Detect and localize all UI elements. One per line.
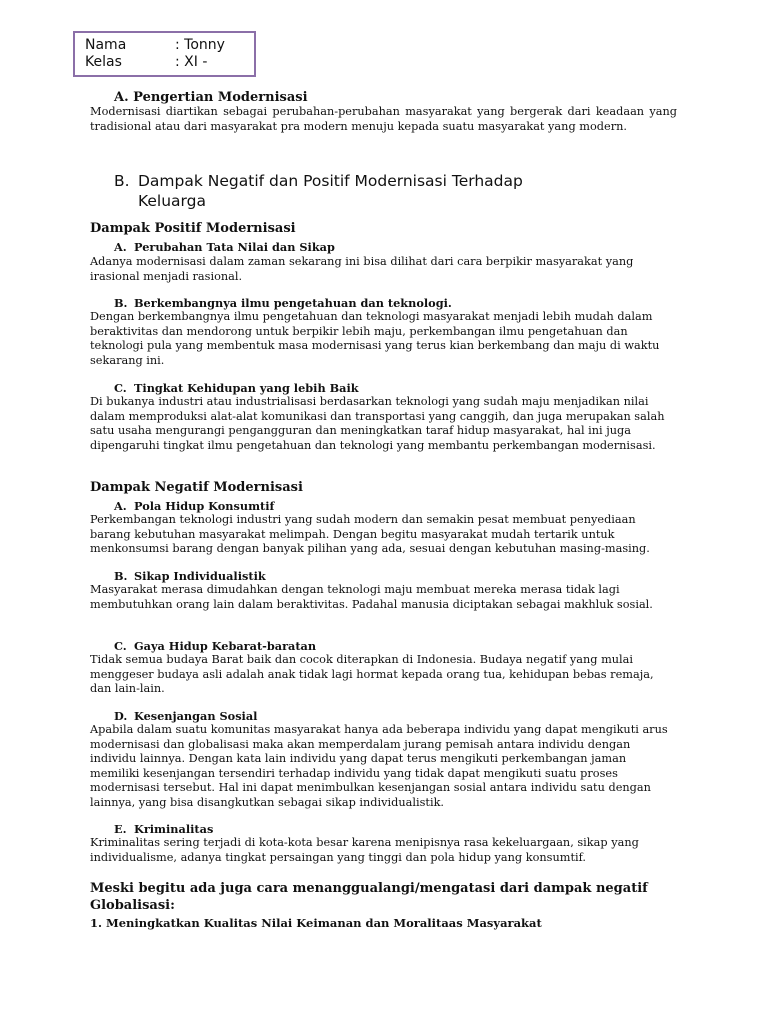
negative-heading: Dampak Negatif Modernisasi [90,480,303,495]
class-row [85,54,254,71]
class-key: Kelas [85,54,122,70]
class-value: : XI - [175,54,208,70]
section-b-label: B. [114,172,130,190]
section-a-heading: A. Pengertian Modernisasi [114,90,308,105]
negative-item-title: D. Kesenjangan Sosial [114,709,258,723]
positive-item-body: Adanya modernisasi dalam zaman sekarang ini bisa dilihat dari cara berpikir masyarakat yang irasional menjadi rasional. [90,255,634,283]
negative-item-title: A. Pola Hidup Konsumtif [114,499,275,513]
negative-item-body: Kriminalitas sering terjadi di kota-kota besar karena menipisnya rasa kekeluargaan, sikap yang individualisme, adanya tingkat persaingan yang tinggi dan pola hidup yang konsumtif. [90,836,639,864]
negative-item-body: Apabila dalam suatu komunitas masyarakat hanya ada beberapa individu yang dapat mengikuti arus modernisasi dan globalisasi maka akan memperdalam jurang pemisah antara individu dengan individu lainnya. Dengan kata lain individu yang dapat terus mengikuti perkembangan jaman memiliki kesenjangan tersendiri terhadap individu yang tidak dapat mengikuti suatu proses modernisasi tersebut. Hal ini dapat menimbulkan kesenjangan sosial antara individu satu dengan lainnya, yang bisa disangkutkan sebagai sikap individualistik. [90,723,668,809]
name-row [85,37,254,54]
negative-item-body: Tidak semua budaya Barat baik dan cocok diterapkan di Indonesia. Budaya negatif yang mulai menggeser budaya asli adalah anak tidak lagi hormat kepada orang tua, kehidupan bebas remaja, dan lain-lain. [90,653,654,696]
section-b-heading [114,171,674,211]
negative-item-body: Masyarakat merasa dimudahkan dengan teknologi maju membuat mereka merasa tidak lagi membutuhkan orang lain dalam beraktivitas. Padahal manusia diciptakan sebagai makhluk sosial. [90,583,653,611]
negative-item-title: C. Gaya Hidup Kebarat-baratan [114,639,317,653]
section-b-line2: Keluarga [138,192,206,210]
negative-item-title: E. Kriminalitas [114,822,214,836]
name-key: Nama [85,37,127,53]
identity-box [73,31,256,77]
positive-item-title: A. Perubahan Tata Nilai dan Sikap [114,240,335,254]
positive-item-title: B. Berkembangnya ilmu pengetahuan dan teknologi. [114,296,452,310]
section-a-body: Modernisasi diartikan sebagai perubahan-perubahan masyarakat yang bergerak dari keadaan yang tradisional atau dari masyarakat pra modern menuju kepada suatu masyarakat yang modern. [90,105,677,133]
closing-item: 1. Meningkatkan Kualitas Nilai Keimanan dan Moralitaas Masyarakat [90,916,542,930]
positive-heading: Dampak Positif Modernisasi [90,221,296,236]
closing-heading: Meski begitu ada juga cara menanggualangi/mengatasi dari dampak negatif Globalisasi: [90,881,648,913]
name-value: : Tonny [175,37,225,53]
negative-item-title: B. Sikap Individualistik [114,569,266,583]
positive-item-body: Dengan berkembangnya ilmu pengetahuan dan teknologi masyarakat menjadi lebih mudah dalam beraktivitas dan mendorong untuk berpikir lebih maju, perkembangan ilmu pengetahuan dan teknologi pula yang membentuk masa modernisasi yang terus kian berkembang dan maju di waktu sekarang ini. [90,310,660,367]
section-b-line1: Dampak Negatif dan Positif Modernisasi Terhadap [138,172,523,190]
positive-item-title: C. Tingkat Kehidupan yang lebih Baik [114,381,359,395]
negative-item-body: Perkembangan teknologi industri yang sudah modern dan semakin pesat membuat penyediaan barang kebutuhan masyarakat melimpah. Dengan begitu masyarakat mudah tertarik untuk menkonsumsi barang dengan banyak pilihan yang ada, sesuai dengan kebutuhan masing-masing. [90,513,650,556]
positive-item-body: Di bukanya industri atau industrialisasi berdasarkan teknologi yang sudah maju menjadikan nilai dalam memproduksi alat-alat komunikasi dan transportasi yang canggih, dan juga merupakan salah satu usaha mengurangi pengangguran dan meningkatkan taraf hidup masyarakat, hal ini juga dipengaruhi tingkat ilmu pengetahuan dan teknologi yang membantu perkembangan modernisasi. [90,395,665,452]
